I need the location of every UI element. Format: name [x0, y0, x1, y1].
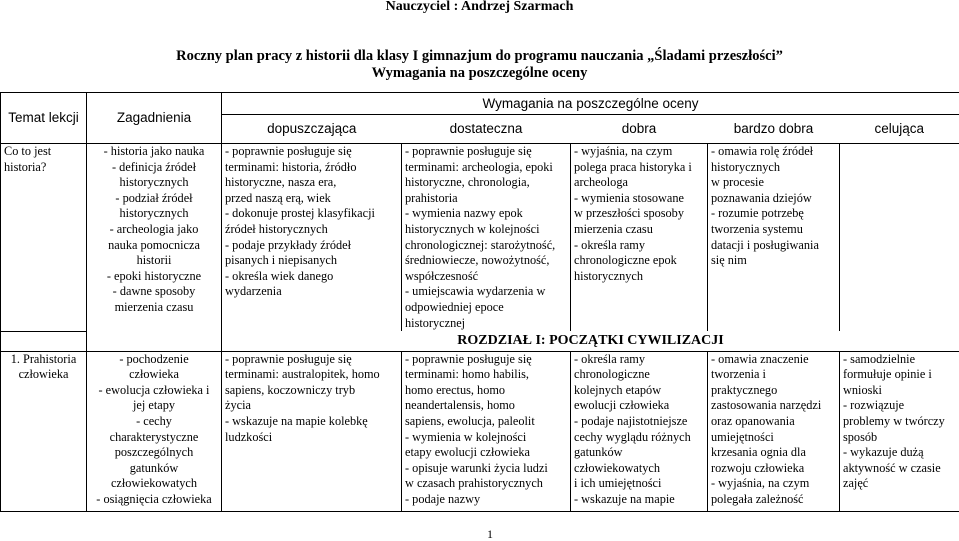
cell-line: współczesność [405, 268, 479, 283]
cell-line: chronologiczne [574, 367, 650, 382]
cell-line: - wymienia w kolejności [405, 429, 527, 444]
cell-line: umiejętności [711, 429, 774, 444]
cell-line: - omawia rolę źródeł [711, 144, 814, 158]
cell-line: - omawia znaczenie [711, 351, 809, 366]
header-lesson: Temat lekcji [1, 93, 87, 144]
cell-dopuszczajaca [222, 351, 402, 511]
cell-line: w procesie [711, 175, 764, 190]
cell-line: - ewolucja człowieka i [98, 382, 210, 397]
document-title [0, 48, 959, 82]
cell-line: terminami: archeologia, epoki [405, 159, 553, 174]
title-line-1: Roczny plan pracy z historii dla klasy I gimnazjum do programu nauczania „Śladami przeszłości” [176, 48, 783, 64]
cell-line: historia? [4, 159, 47, 174]
cell-topics [87, 144, 222, 352]
cell-dostateczna [402, 351, 571, 511]
table-row [1, 351, 959, 511]
cell-line: mierzenia czasu [114, 299, 194, 314]
cell-line: - historia jako nauka [103, 144, 205, 158]
page-number: 1 [487, 527, 493, 541]
header-requirements: Wymagania na poszczególne oceny [222, 93, 959, 115]
cell-line: pisanych i niepisanych [225, 253, 338, 268]
cell-line: sapiens, koczowniczy tryb [225, 382, 356, 397]
cell-line: homo erectus, homo [405, 382, 506, 397]
cell-line: mierzenia czasu [574, 221, 653, 236]
cell-line: wnioski [843, 382, 882, 397]
grade-dobra: dobra [571, 115, 708, 144]
cell-line: - określa ramy [574, 237, 646, 252]
cell-line: wydarzenia [225, 284, 282, 299]
cell-line: - poprawnie posługuje się [405, 351, 532, 366]
cell-line: gatunków [129, 460, 179, 475]
cell-line: chronologiczne epok [574, 253, 677, 268]
cell-line: Co to jest [4, 144, 52, 158]
cell-line: - epoki historyczne [106, 268, 202, 283]
cell-line: historyczne, nasza era, [225, 175, 337, 190]
cell-line: polega praca historyka i [574, 159, 692, 174]
cell-line: sposób [843, 429, 878, 444]
cell-line: - dokonuje prostej klasyfikacji [225, 206, 375, 221]
cell-line: tworzenia systemu [711, 221, 803, 236]
cell-line: - archeologia jako [109, 221, 199, 236]
cell-celujaca [840, 351, 959, 511]
cell-line: gatunków [574, 445, 623, 460]
cell-line: rozwoju człowieka [711, 460, 805, 475]
cell-line: człowieka [129, 367, 179, 382]
cell-line: - dawne sposoby [112, 284, 196, 299]
cell-line: historii [136, 253, 172, 268]
cell-dostateczna [402, 144, 571, 332]
cell-topics [87, 351, 222, 511]
cell-line: terminami: australopitek, homo [225, 367, 380, 382]
cell-line: - opisuje warunki życia ludzi [405, 460, 548, 475]
cell-line: ewolucji człowieka [574, 398, 670, 413]
cell-line: - wykazuje dużą [843, 445, 924, 460]
cell-line: - umiejscawia wydarzenia w [405, 284, 546, 299]
grade-celujaca: celująca [840, 115, 959, 144]
cell-dobra [571, 144, 708, 332]
cell-line: problemy w twórczy [843, 414, 945, 428]
cell-line: praktycznego [711, 382, 778, 397]
cell-line: 1. Prahistoria [10, 351, 77, 366]
cell-line: - rozumie potrzebę [711, 206, 804, 221]
table-row [1, 144, 959, 332]
section-header: ROZDZIAŁ I: POCZĄTKI CYWILIZACJI [222, 331, 959, 351]
cell-line: zajęć [843, 476, 869, 491]
cell-line: - poprawnie posługuje się [225, 144, 352, 158]
cell-line: - rozwiązuje [843, 398, 905, 413]
cell-line: sapiens, ewolucja, paleolit [405, 414, 535, 428]
cell-line: człowieka [18, 367, 69, 382]
cell-line: historycznych w kolejności [405, 221, 540, 236]
cell-line: - wskazuje na mapie [574, 491, 675, 506]
cell-line: terminami: historia, źródło [225, 159, 357, 174]
cell-line: tworzenia i [711, 367, 766, 382]
cell-line: człowiekowatych [574, 460, 661, 475]
cell-line: się nim [711, 253, 747, 268]
title-line-2: Wymagania na poszczególne oceny [371, 65, 588, 81]
cell-line: nauka pomocnicza [108, 237, 200, 252]
cell-line: - osiągnięcia człowieka [96, 491, 212, 506]
cell-line: historycznej [405, 315, 466, 330]
cell-line: - wymienia stosowane [574, 190, 684, 205]
cell-line: - podaje najistotniejsze [574, 414, 688, 428]
cell-line: historycznych [711, 159, 780, 174]
grade-bardzo-dobra: bardzo dobra [708, 115, 840, 144]
cell-line: - pochodzenie [119, 351, 189, 366]
cell-line: źródeł historycznych [225, 221, 328, 236]
cell-line: - podział źródeł [115, 190, 193, 205]
cell-line: - wyjaśnia, na czym [574, 144, 673, 158]
cell-line: - wyjaśnia, na czym [711, 476, 810, 491]
cell-line: chronologicznej: starożytność, [405, 237, 556, 252]
cell-line: - cechy [136, 414, 172, 428]
cell-line: - definicja źródeł [112, 159, 196, 174]
cell-line: jej etapy [133, 398, 175, 413]
cell-lesson-spacer [1, 331, 87, 351]
cell-line: neandertalensis, homo [405, 398, 515, 413]
cell-line: charakterystyczne [109, 429, 199, 444]
cell-line: archeologa [574, 175, 628, 190]
cell-line: historycznych [574, 268, 643, 283]
cell-line: datacji i posługiwania [711, 237, 819, 252]
cell-line: - wskazuje na mapie kolebkę [225, 414, 368, 428]
cell-line: życia [225, 398, 251, 413]
cell-line: ludzkości [225, 429, 273, 444]
cell-line: terminami: homo habilis, [405, 367, 529, 382]
cell-bardzo-dobra [708, 351, 840, 511]
cell-dobra [571, 351, 708, 511]
cell-line: przed naszą erą, wiek [225, 190, 331, 205]
requirements-table [0, 92, 959, 512]
cell-line: średniowiecze, nowożytność, [405, 253, 550, 268]
cell-dopuszczajaca [222, 144, 402, 332]
cell-line: etapy ewolucji człowieka [405, 445, 530, 460]
cell-line: człowiekowatych [110, 476, 198, 491]
cell-line: - podaje przykłady źródeł [225, 237, 351, 252]
cell-line: polegała zależność [711, 491, 804, 506]
cell-line: - określa wiek danego [225, 268, 334, 283]
cell-line: - samodzielnie [843, 351, 916, 366]
cell-line: aktywność w czasie [843, 460, 941, 475]
cell-line: formułuje opinie i [843, 367, 932, 382]
cell-line: poznawania dziejów [711, 190, 812, 205]
cell-line: - poprawnie posługuje się [405, 144, 532, 158]
cell-line: cechy wyglądu różnych [574, 429, 691, 444]
cell-line: w czasach prahistorycznych [405, 476, 543, 491]
cell-line: historyczne, chronologia, [405, 175, 530, 190]
cell-line: krzesania ognia dla [711, 445, 806, 460]
header-topics: Zagadnienia [87, 93, 222, 144]
cell-line: zastosowania narzędzi [711, 398, 822, 413]
grade-dopuszczajaca: dopuszczająca [222, 115, 402, 144]
cell-line: - wymienia nazwy epok [405, 206, 523, 221]
cell-line: - określa ramy [574, 351, 646, 366]
cell-line: historycznych [119, 175, 189, 190]
cell-line: prahistoria [405, 190, 458, 205]
teacher-line: Nauczyciel : Andrzej Szarmach [385, 0, 574, 14]
cell-line: - poprawnie posługuje się [225, 351, 352, 366]
cell-line: w przeszłości sposoby [574, 206, 684, 221]
cell-line: oraz opanowania [711, 414, 795, 428]
cell-line: - podaje nazwy [405, 491, 481, 506]
cell-bardzo-dobra [708, 144, 840, 332]
cell-line: historycznych [119, 206, 189, 221]
cell-line: odpowiedniej epoce [405, 299, 504, 314]
grade-dostateczna: dostateczna [402, 115, 571, 144]
cell-celujaca [840, 144, 959, 332]
cell-line: kolejnych etapów [574, 382, 662, 397]
cell-line: poszczególnych [114, 445, 194, 460]
cell-lesson [1, 144, 87, 332]
cell-line: i ich umiejętności [574, 476, 662, 491]
cell-lesson [1, 351, 87, 511]
